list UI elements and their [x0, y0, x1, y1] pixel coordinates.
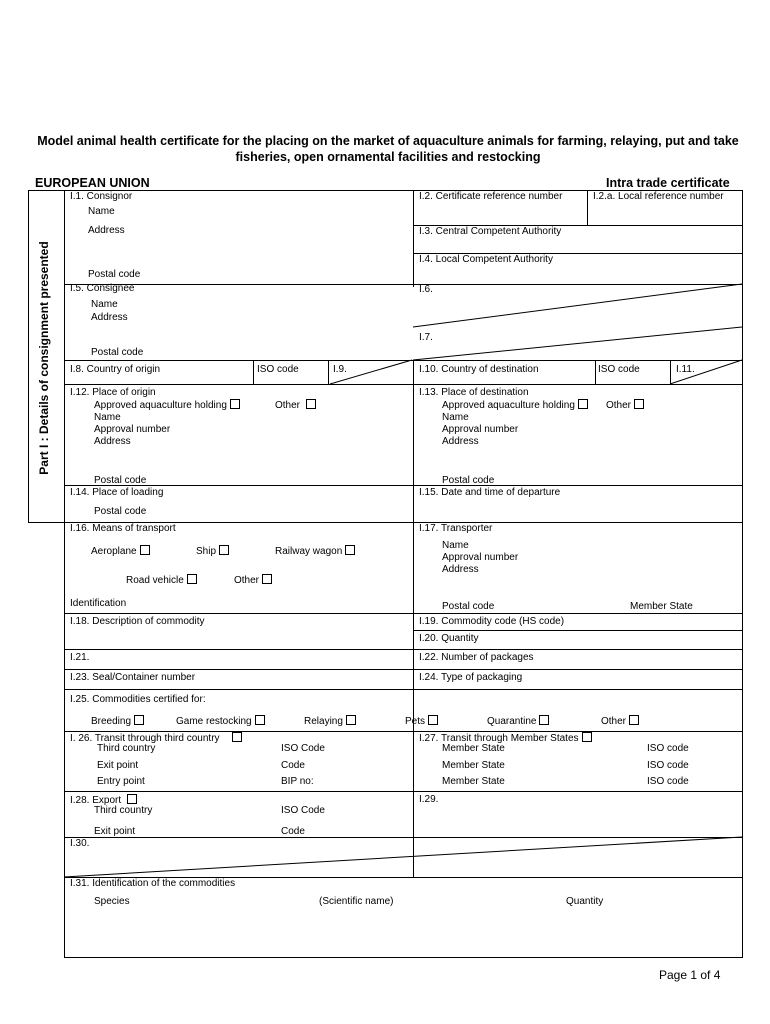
commodities-certified-label: I.25. Commodities certified for: — [70, 694, 206, 705]
origin-address: Address — [94, 436, 131, 447]
certified-game-option[interactable]: Game restocking — [176, 715, 265, 727]
checkbox-transit-member-states[interactable] — [582, 732, 592, 742]
box-i29-label: I.29. — [419, 794, 439, 805]
scientific-name-column: (Scientific name) — [319, 896, 394, 907]
box-i6-label: I.6. — [419, 284, 433, 295]
loading-postal: Postal code — [94, 506, 147, 517]
certificate-reference-label: I.2. Certificate reference number — [419, 191, 563, 202]
member-state-iso-3: ISO code — [647, 776, 689, 787]
consignor-postal: Postal code — [88, 269, 141, 280]
member-state-iso-1: ISO code — [647, 743, 689, 754]
consignor-name: Name — [88, 206, 115, 217]
central-authority-label: I.3. Central Competent Authority — [419, 226, 562, 237]
destination-holding-option[interactable]: Approved aquaculture holding — [442, 399, 588, 411]
packages-label: I.22. Number of packages — [419, 652, 534, 663]
transport-railway-option[interactable]: Railway wagon — [275, 545, 355, 557]
box-i9-label: I.9. — [333, 364, 347, 375]
transit-third-country: Third country — [97, 743, 156, 754]
species-column: Species — [94, 896, 130, 907]
destination-address: Address — [442, 436, 479, 447]
quantity-column: Quantity — [566, 896, 604, 907]
consignor-address: Address — [88, 225, 125, 236]
box-i30-label: I.30. — [70, 838, 90, 849]
packaging-type-label: I.24. Type of packaging — [419, 672, 523, 683]
checkbox-road[interactable] — [187, 574, 197, 584]
consignor-label: I.1. Consignor — [70, 191, 133, 202]
transit-iso-code: ISO Code — [281, 743, 325, 754]
export-exit-point: Exit point — [94, 826, 136, 837]
checkbox-game-restocking[interactable] — [255, 715, 265, 725]
origin-approval: Approval number — [94, 424, 171, 435]
transporter-name: Name — [442, 540, 469, 551]
identification-commodities-label: I.31. Identification of the commodities — [70, 878, 236, 889]
part-label: Part I : Details of consignment presented — [37, 241, 51, 475]
quantity-label: I.20. Quantity — [419, 633, 479, 644]
origin-other-option[interactable]: Other — [275, 399, 316, 411]
checkbox-railway[interactable] — [345, 545, 355, 555]
place-loading-label: I.14. Place of loading — [70, 487, 164, 498]
export-option[interactable]: I.28. Export — [70, 794, 137, 806]
transporter-member-state: Member State — [630, 601, 693, 612]
certified-quarantine-option[interactable]: Quarantine — [487, 715, 549, 727]
checkbox-origin-other[interactable] — [306, 399, 316, 409]
box-i21-label: I.21. — [70, 652, 90, 663]
box-i11-label: I.11. — [676, 364, 695, 375]
consignee-postal: Postal code — [91, 347, 144, 358]
commodity-description-label: I.18. Description of commodity — [70, 616, 205, 627]
transporter-address: Address — [442, 564, 479, 575]
consignee-name: Name — [91, 299, 118, 310]
origin-holding-option[interactable]: Approved aquaculture holding — [94, 399, 240, 411]
local-reference-label: I.2.a. Local reference number — [593, 191, 724, 202]
checkbox-relaying[interactable] — [346, 715, 356, 725]
header-european-union: EUROPEAN UNION — [35, 176, 150, 190]
checkbox-aeroplane[interactable] — [140, 545, 150, 555]
transport-identification: Identification — [70, 598, 127, 609]
departure-label: I.15. Date and time of departure — [419, 487, 561, 498]
seal-container-label: I.23. Seal/Container number — [70, 672, 196, 683]
export-iso-code: ISO Code — [281, 805, 325, 816]
consignee-label: I.5. Consignee — [70, 283, 135, 294]
header-intra-trade: Intra trade certificate — [606, 176, 730, 190]
country-destination-label: I.10. Country of destination — [419, 364, 539, 375]
place-destination-label: I.13. Place of destination — [419, 387, 529, 398]
destination-other-option[interactable]: Other — [606, 399, 644, 411]
checkbox-quarantine[interactable] — [539, 715, 549, 725]
checkbox-breeding[interactable] — [134, 715, 144, 725]
local-authority-label: I.4. Local Competent Authority — [419, 254, 553, 265]
checkbox-origin-holding[interactable] — [230, 399, 240, 409]
checkbox-pets[interactable] — [428, 715, 438, 725]
origin-iso-label: ISO code — [257, 364, 299, 375]
checkbox-certified-other[interactable] — [629, 715, 639, 725]
transport-means-label: I.16. Means of transport — [70, 523, 176, 534]
destination-approval: Approval number — [442, 424, 519, 435]
transport-road-option[interactable]: Road vehicle — [126, 574, 197, 586]
member-state-3: Member State — [442, 776, 505, 787]
certificate-title: Model animal health certificate for the placing on the market of aquaculture animals for farming, relaying, put and take fisheries, open ornamental facilities and restocking — [37, 134, 739, 164]
transit-third-country-option[interactable]: I. 26. Transit through third country — [70, 732, 242, 744]
member-state-iso-2: ISO code — [647, 760, 689, 771]
export-third-country: Third country — [94, 805, 153, 816]
destination-iso-label: ISO code — [598, 364, 640, 375]
origin-name: Name — [94, 412, 121, 423]
member-state-1: Member State — [442, 743, 505, 754]
checkbox-transport-other[interactable] — [262, 574, 272, 584]
transit-bip: BIP no: — [281, 776, 314, 787]
country-origin-label: I.8. Country of origin — [70, 364, 161, 375]
transit-member-states-option[interactable]: I.27. Transit through Member States — [419, 732, 592, 744]
page-number: Page 1 of 4 — [659, 968, 721, 982]
box-i7-label: I.7. — [419, 332, 433, 343]
export-code: Code — [281, 826, 305, 837]
transporter-approval: Approval number — [442, 552, 519, 563]
destination-name: Name — [442, 412, 469, 423]
destination-postal: Postal code — [442, 475, 495, 486]
transport-other-option[interactable]: Other — [234, 574, 272, 586]
checkbox-ship[interactable] — [219, 545, 229, 555]
transporter-postal: Postal code — [442, 601, 495, 612]
checkbox-export[interactable] — [127, 794, 137, 804]
transit-entry-point: Entry point — [97, 776, 145, 787]
checkbox-destination-holding[interactable] — [578, 399, 588, 409]
commodity-code-label: I.19. Commodity code (HS code) — [419, 616, 565, 627]
certified-pets-option[interactable]: Pets — [405, 715, 438, 727]
certified-breeding-option[interactable]: Breeding — [91, 715, 144, 727]
origin-postal: Postal code — [94, 475, 147, 486]
transport-ship-option[interactable]: Ship — [196, 545, 229, 557]
checkbox-transit-third-country[interactable] — [232, 732, 242, 742]
place-origin-label: I.12. Place of origin — [70, 387, 156, 398]
transporter-label: I.17. Transporter — [419, 523, 493, 534]
transport-aeroplane-option[interactable]: Aeroplane — [91, 545, 150, 557]
member-state-2: Member State — [442, 760, 505, 771]
consignee-address: Address — [91, 312, 128, 323]
transit-code: Code — [281, 760, 305, 771]
certified-other-option[interactable]: Other — [601, 715, 639, 727]
certified-relaying-option[interactable]: Relaying — [304, 715, 356, 727]
checkbox-destination-other[interactable] — [634, 399, 644, 409]
transit-exit-point: Exit point — [97, 760, 139, 771]
